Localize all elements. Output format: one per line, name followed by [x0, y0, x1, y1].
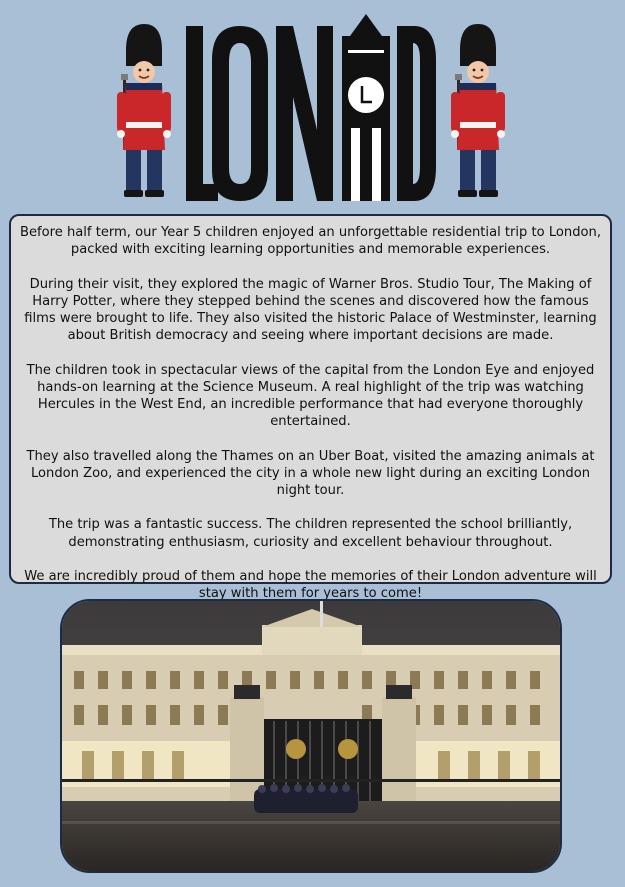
palace-photo-illustration	[62, 601, 560, 871]
article-text-box	[9, 214, 612, 602]
article-paragraph-6: We are incredibly proud of them and hope the memories of their London adventure will stay with them for years to come!	[24, 568, 597, 602]
buckingham-palace-night-photo	[60, 599, 562, 873]
right-guard-icon	[451, 24, 505, 197]
article-paragraph-5: The trip was a fantastic success. The children represented the school brilliantly, demonstrating enthusiasm, curiosity and excellent behaviour throughout.	[48, 517, 573, 550]
article-paragraph-4: They also travelled along the Thames on an Uber Boat, visited the amazing animals at London Zoo, and experienced the city in a whole new light during an exciting London night tour.	[26, 448, 595, 498]
article-paragraph-3: The children took in spectacular views of the capital from the London Eye and enjoyed hands-on learning at the Science Museum. A real highlight of the trip was watching Hercules in the West End, an incredible performance that had everyone thoroughly entertained.	[26, 362, 595, 430]
article-paragraph-1: Before half term, our Year 5 children enjoyed an unforgettable residential trip to London, packed with exciting learning opportunities and memorable experiences.	[20, 225, 601, 258]
london-logo-illustration	[0, 0, 625, 210]
page-header	[0, 0, 625, 210]
left-guard-icon	[117, 24, 171, 197]
article-paragraph-2: During their visit, they explored the magic of Warner Bros. Studio Tour, The Making of Harry Potter, where they stepped behind the scenes and discovered how the famous films were brought to life. They also visited the historic Palace of Westminster, learning about British democracy and seeing where important decisions are made.	[24, 276, 597, 344]
london-logo-icon	[186, 14, 436, 201]
